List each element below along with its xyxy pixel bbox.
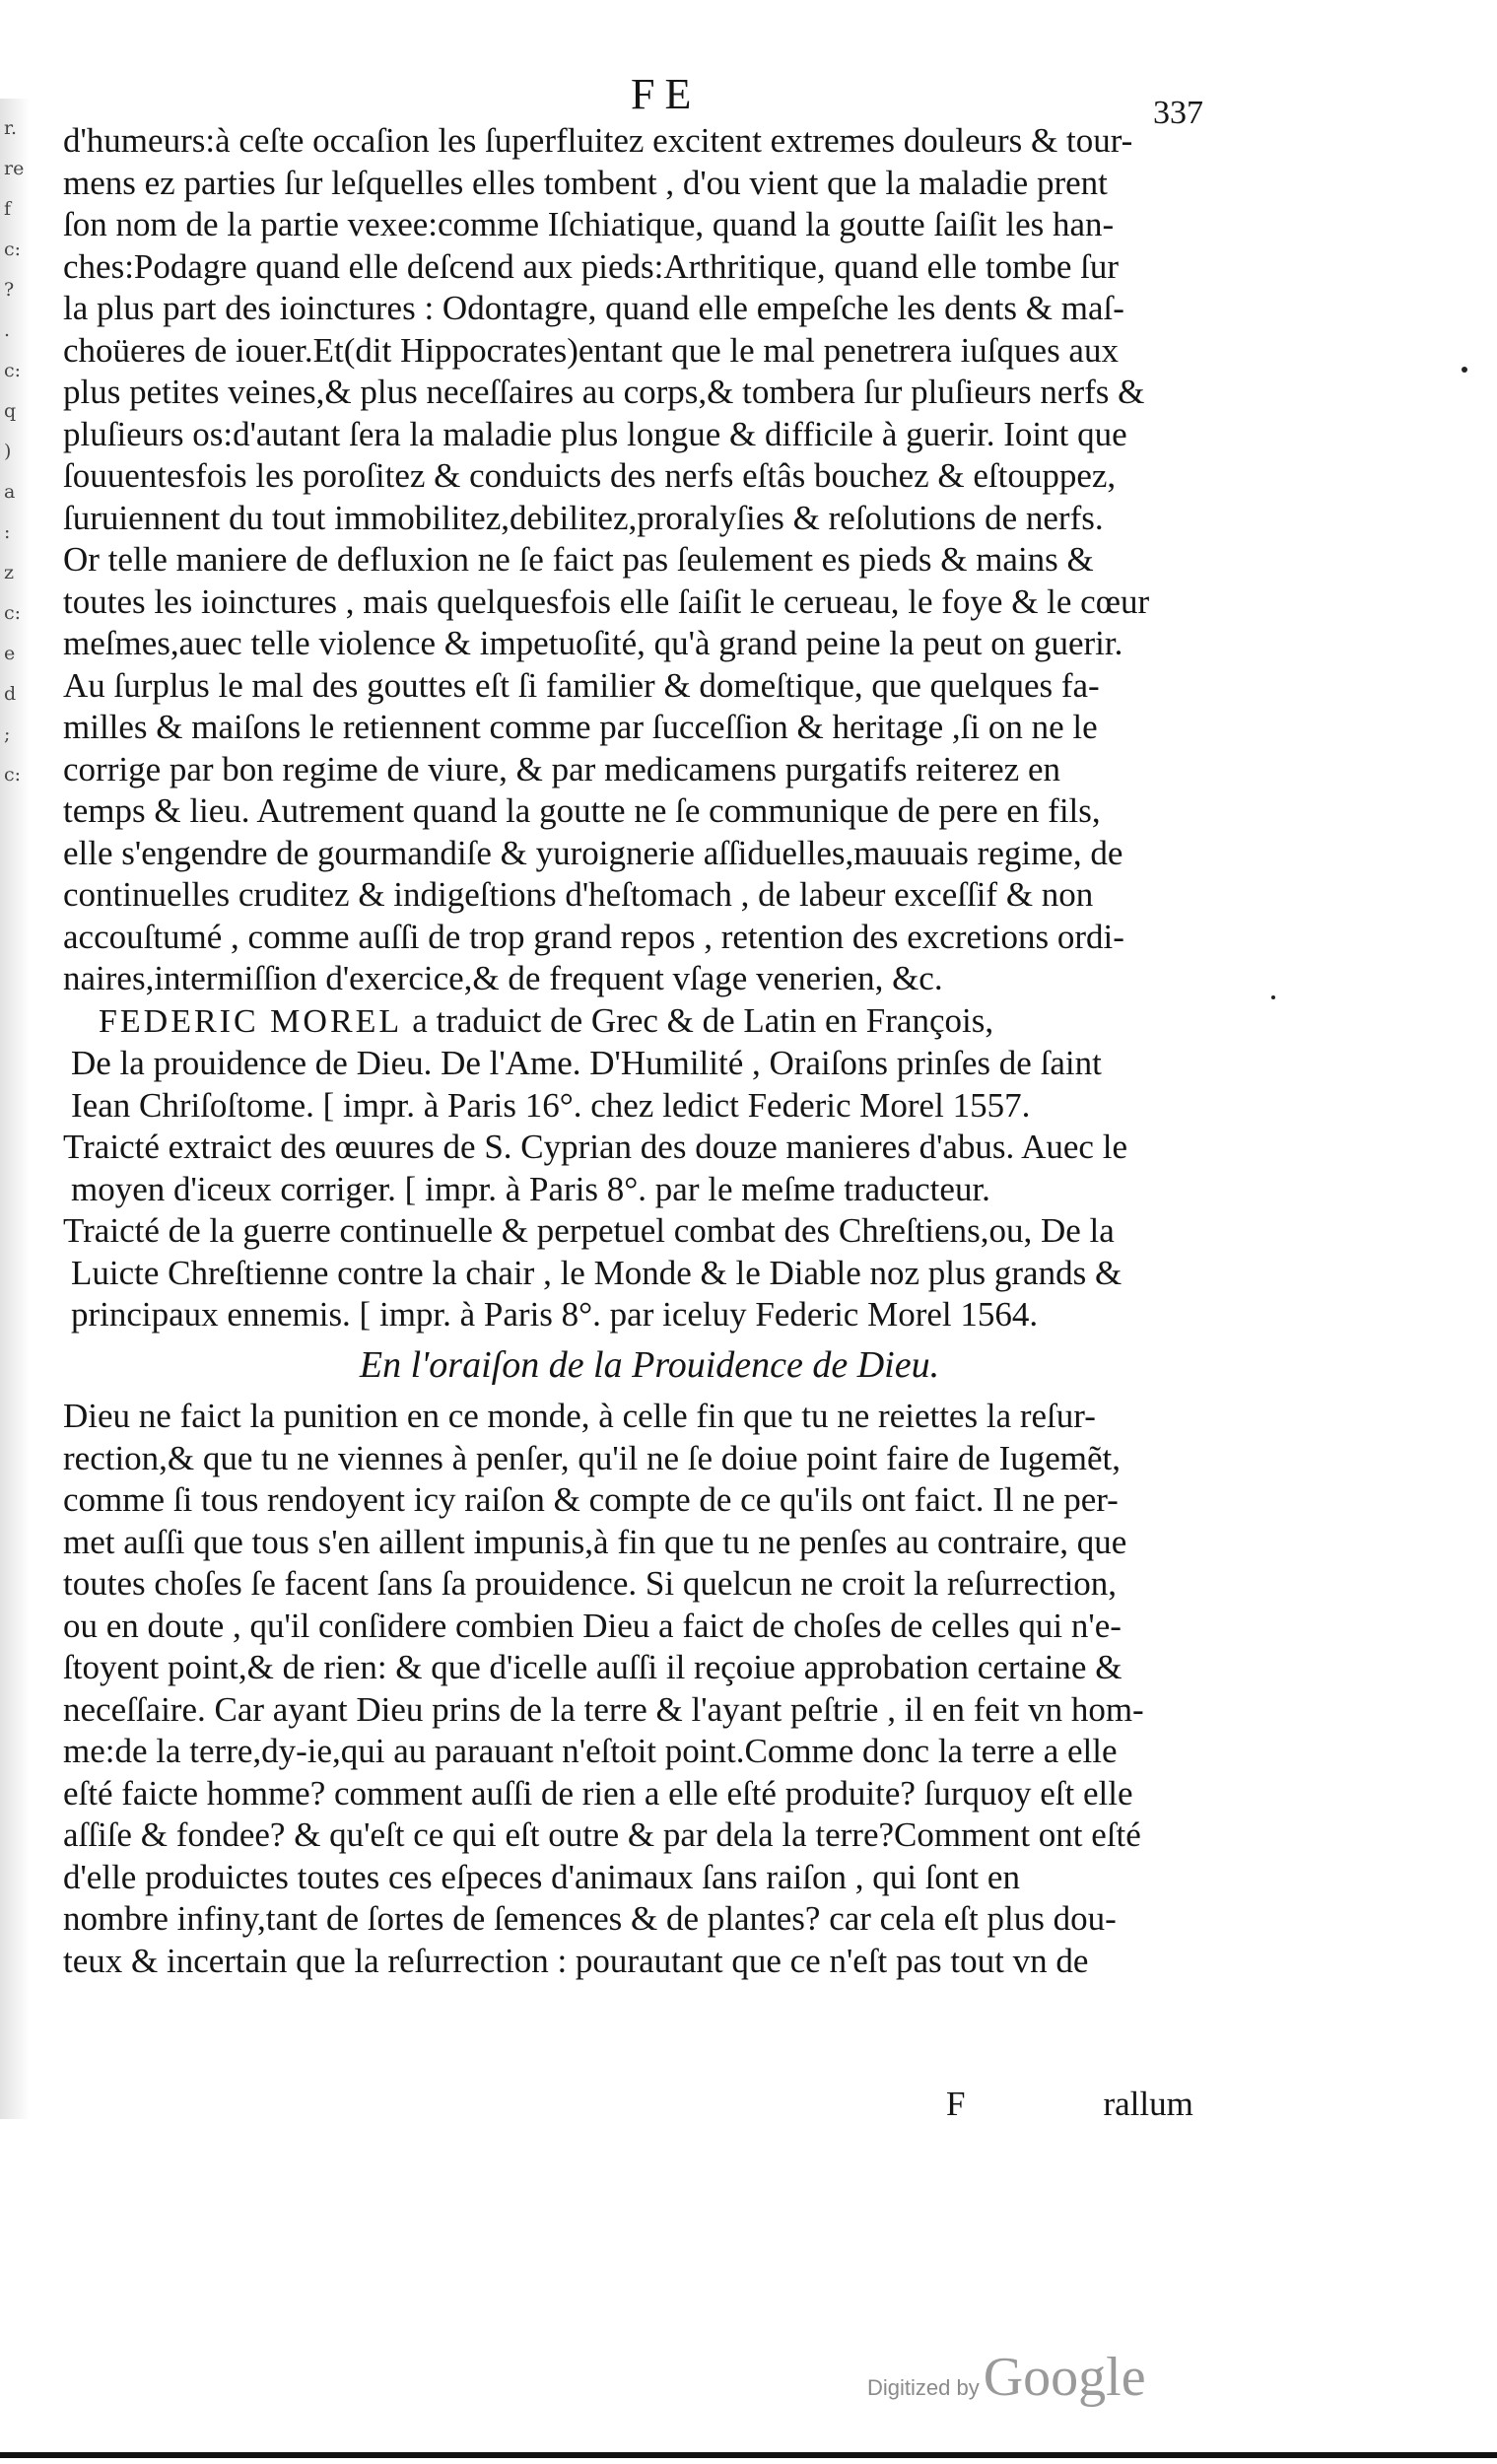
text-line: accouſtumé , comme auſſi de trop grand repos , retention des excretions ordi- bbox=[63, 917, 1124, 956]
entry-line: moyen d'iceux corriger. [ impr. à Paris 8°. par le meſme traducteur. bbox=[71, 1169, 990, 1208]
text-line: toutes choſes ſe facent ſans ſa prouidence. Si quelcun ne croit la reſurrection, bbox=[63, 1564, 1118, 1603]
text-line: nombre infiny,tant de ſortes de ſemences & de plantes? car cela eſt plus dou- bbox=[63, 1899, 1117, 1938]
text-line: choüeres de iouer.Et(dit Hippocrates)entant que le mal penetrera iuſques aux bbox=[63, 330, 1119, 370]
text-line: comme ſi tous rendoyent icy raiſon & compte de ce qu'ils ont faict. Il ne per- bbox=[63, 1480, 1119, 1519]
text-line: ches:Podagre quand elle deſcend aux pieds:Arthritique, quand elle tombe ſur bbox=[63, 246, 1120, 286]
google-watermark bbox=[867, 2346, 1146, 2409]
entry-heading bbox=[63, 1000, 1236, 1044]
paragraph-gout bbox=[63, 120, 1236, 1000]
text-line: plus petites veines,& plus neceſſaires au corps,& tombera ſur pluſieurs nerfs & bbox=[63, 373, 1145, 411]
watermark-prefix: Digitized by bbox=[867, 2375, 980, 2400]
bibliography-entry bbox=[63, 1000, 1236, 1336]
entry-line: Traicté extraict des œuures de S. Cyprian des douze manieres d'abus. Auec le bbox=[63, 1128, 1127, 1166]
entry-line: Luicte Chreſtienne contre la chair , le Monde & le Diable noz plus grands & bbox=[71, 1253, 1123, 1292]
text-line: ou en doute , qu'il conſidere combien Dieu a faict de choſes de celles qui n'e- bbox=[63, 1606, 1122, 1645]
text-line: Or telle maniere de defluxion ne ſe faict pas ſeulement es pieds & mains & bbox=[63, 540, 1094, 579]
ink-speck bbox=[1462, 367, 1467, 373]
entry-line: Traicté de la guerre continuelle & perpetuel combat des Chreſtiens,ou, De la bbox=[63, 1211, 1115, 1250]
entry-line: a traduict de Grec & de Latin en François, bbox=[412, 1000, 994, 1040]
page-body bbox=[63, 120, 1236, 1982]
text-line: continuelles cruditez & indigeſtions d'heſtomach , de labeur exceſſif & non bbox=[63, 875, 1094, 914]
entry-line: De la prouidence de Dieu. De l'Ame. D'Humilité , Oraiſons prinſes de ſaint bbox=[71, 1044, 1102, 1082]
section-title: En l'oraiſon de la Prouidence de Dieu. bbox=[359, 1343, 940, 1386]
ink-speck bbox=[1271, 995, 1275, 999]
text-line: d'elle produictes toutes ces eſpeces d'animaux ſans raiſon , qui ſont en bbox=[63, 1857, 1020, 1896]
text-line: rection,& que tu ne viennes à penſer, qu'il ne ſe doiue point faire de Iugemẽt, bbox=[63, 1438, 1122, 1477]
text-line: toutes les ioinctures , mais quelquesfois elle ſaiſit le cerueau, le foye & le cœur bbox=[63, 582, 1150, 621]
text-line: milles & maiſons le retiennent comme par ſucceſſion & heritage ,ſi on ne le bbox=[63, 708, 1098, 746]
text-line: temps & lieu. Autrement quand la goutte ne ſe communique de pere en fils, bbox=[63, 791, 1101, 830]
text-line: naires,intermiſſion d'exercice,& de frequent vſage venerien, &c. bbox=[63, 959, 943, 997]
scan-edge bbox=[0, 2452, 1497, 2458]
text-line: ſtoyent point,& de rien: & que d'icelle auſſi il reçoiue approbation certaine & bbox=[63, 1648, 1123, 1686]
text-line: d'humeurs:à ceſte occaſion les ſuperfluitez excitent extremes douleurs & tour- bbox=[63, 121, 1133, 160]
paragraph-providence bbox=[63, 1396, 1236, 1982]
text-line: corrige par bon regime de viure, & par medicamens purgatifs reiterez en bbox=[63, 749, 1060, 788]
watermark-brand: Google bbox=[983, 2347, 1146, 2408]
running-head: FE bbox=[631, 70, 702, 118]
text-line: teux & incertain que la reſurrection : pourautant que ce n'eſt pas tout vn de bbox=[63, 1941, 1089, 1980]
text-line: Dieu ne faict la punition en ce monde, à celle fin que tu ne reiettes la reſur- bbox=[63, 1397, 1096, 1435]
catchword: rallum bbox=[1103, 2085, 1193, 2123]
page-number: 337 bbox=[1153, 95, 1203, 131]
text-line: meſmes,auec telle violence & impetuoſité, qu'à grand peine la peut on guerir. bbox=[63, 624, 1123, 662]
text-line: pluſieurs os:d'autant ſera la maladie plus longue & difficile à guerir. Ioint que bbox=[63, 414, 1127, 453]
text-line: ſon nom de la partie vexee:comme Iſchiatique, quand la goutte ſaiſit les han- bbox=[63, 205, 1115, 243]
text-line: aſſiſe & fondee? & qu'eſt ce qui eſt outre & par dela la terre?Comment ont eſté bbox=[63, 1815, 1141, 1854]
entry-author: FEDERIC MOREL bbox=[99, 1002, 403, 1040]
entry-line: Iean Chriſoſtome. [ impr. à Paris 16°. chez ledict Federic Morel 1557. bbox=[71, 1085, 1031, 1125]
text-line: eſté faicte homme? comment auſſi de rien a elle eſté produite? ſurquoy eſt elle bbox=[63, 1773, 1133, 1813]
gutter-bleedthrough: r. re f c: ? . c: q ) a : z c: e d ; c: bbox=[4, 117, 25, 786]
text-line: elle s'engendre de gourmandiſe & yuroignerie aſſiduelles,mauuais regime, de bbox=[63, 833, 1123, 872]
entry-line: principaux ennemis. [ impr. à Paris 8°. par iceluy Federic Morel 1564. bbox=[71, 1295, 1039, 1334]
signature-mark: F bbox=[946, 2085, 966, 2123]
text-line: ſuruiennent du tout immobilitez,debilitez,proralyſies & reſolutions de nerfs. bbox=[63, 498, 1104, 537]
text-line: me:de la terre,dy-ie,qui au parauant n'eſtoit point.Comme donc la terre a elle bbox=[63, 1732, 1118, 1770]
text-line: mens ez parties ſur leſquelles elles tombent , d'ou vient que la maladie prent bbox=[63, 163, 1108, 202]
text-line: ſouuentesfois les poroſitez & conduicts des nerfs eſtâs bouchez & eſtouppez, bbox=[63, 456, 1117, 495]
text-line: la plus part des ioinctures : Odontagre, quand elle empeſche les dents & maſ- bbox=[63, 289, 1124, 327]
text-line: Au ſurplus le mal des gouttes eſt ſi familier & domeſtique, que quelques fa- bbox=[63, 665, 1100, 705]
catchword-line bbox=[946, 2085, 1193, 2124]
text-line: neceſſaire. Car ayant Dieu prins de la terre & l'ayant peſtrie , il en feit vn hom- bbox=[63, 1689, 1144, 1729]
text-line: met auſſi que tous s'en aillent impunis,à fin que tu ne penſes au contraire, que bbox=[63, 1522, 1127, 1561]
